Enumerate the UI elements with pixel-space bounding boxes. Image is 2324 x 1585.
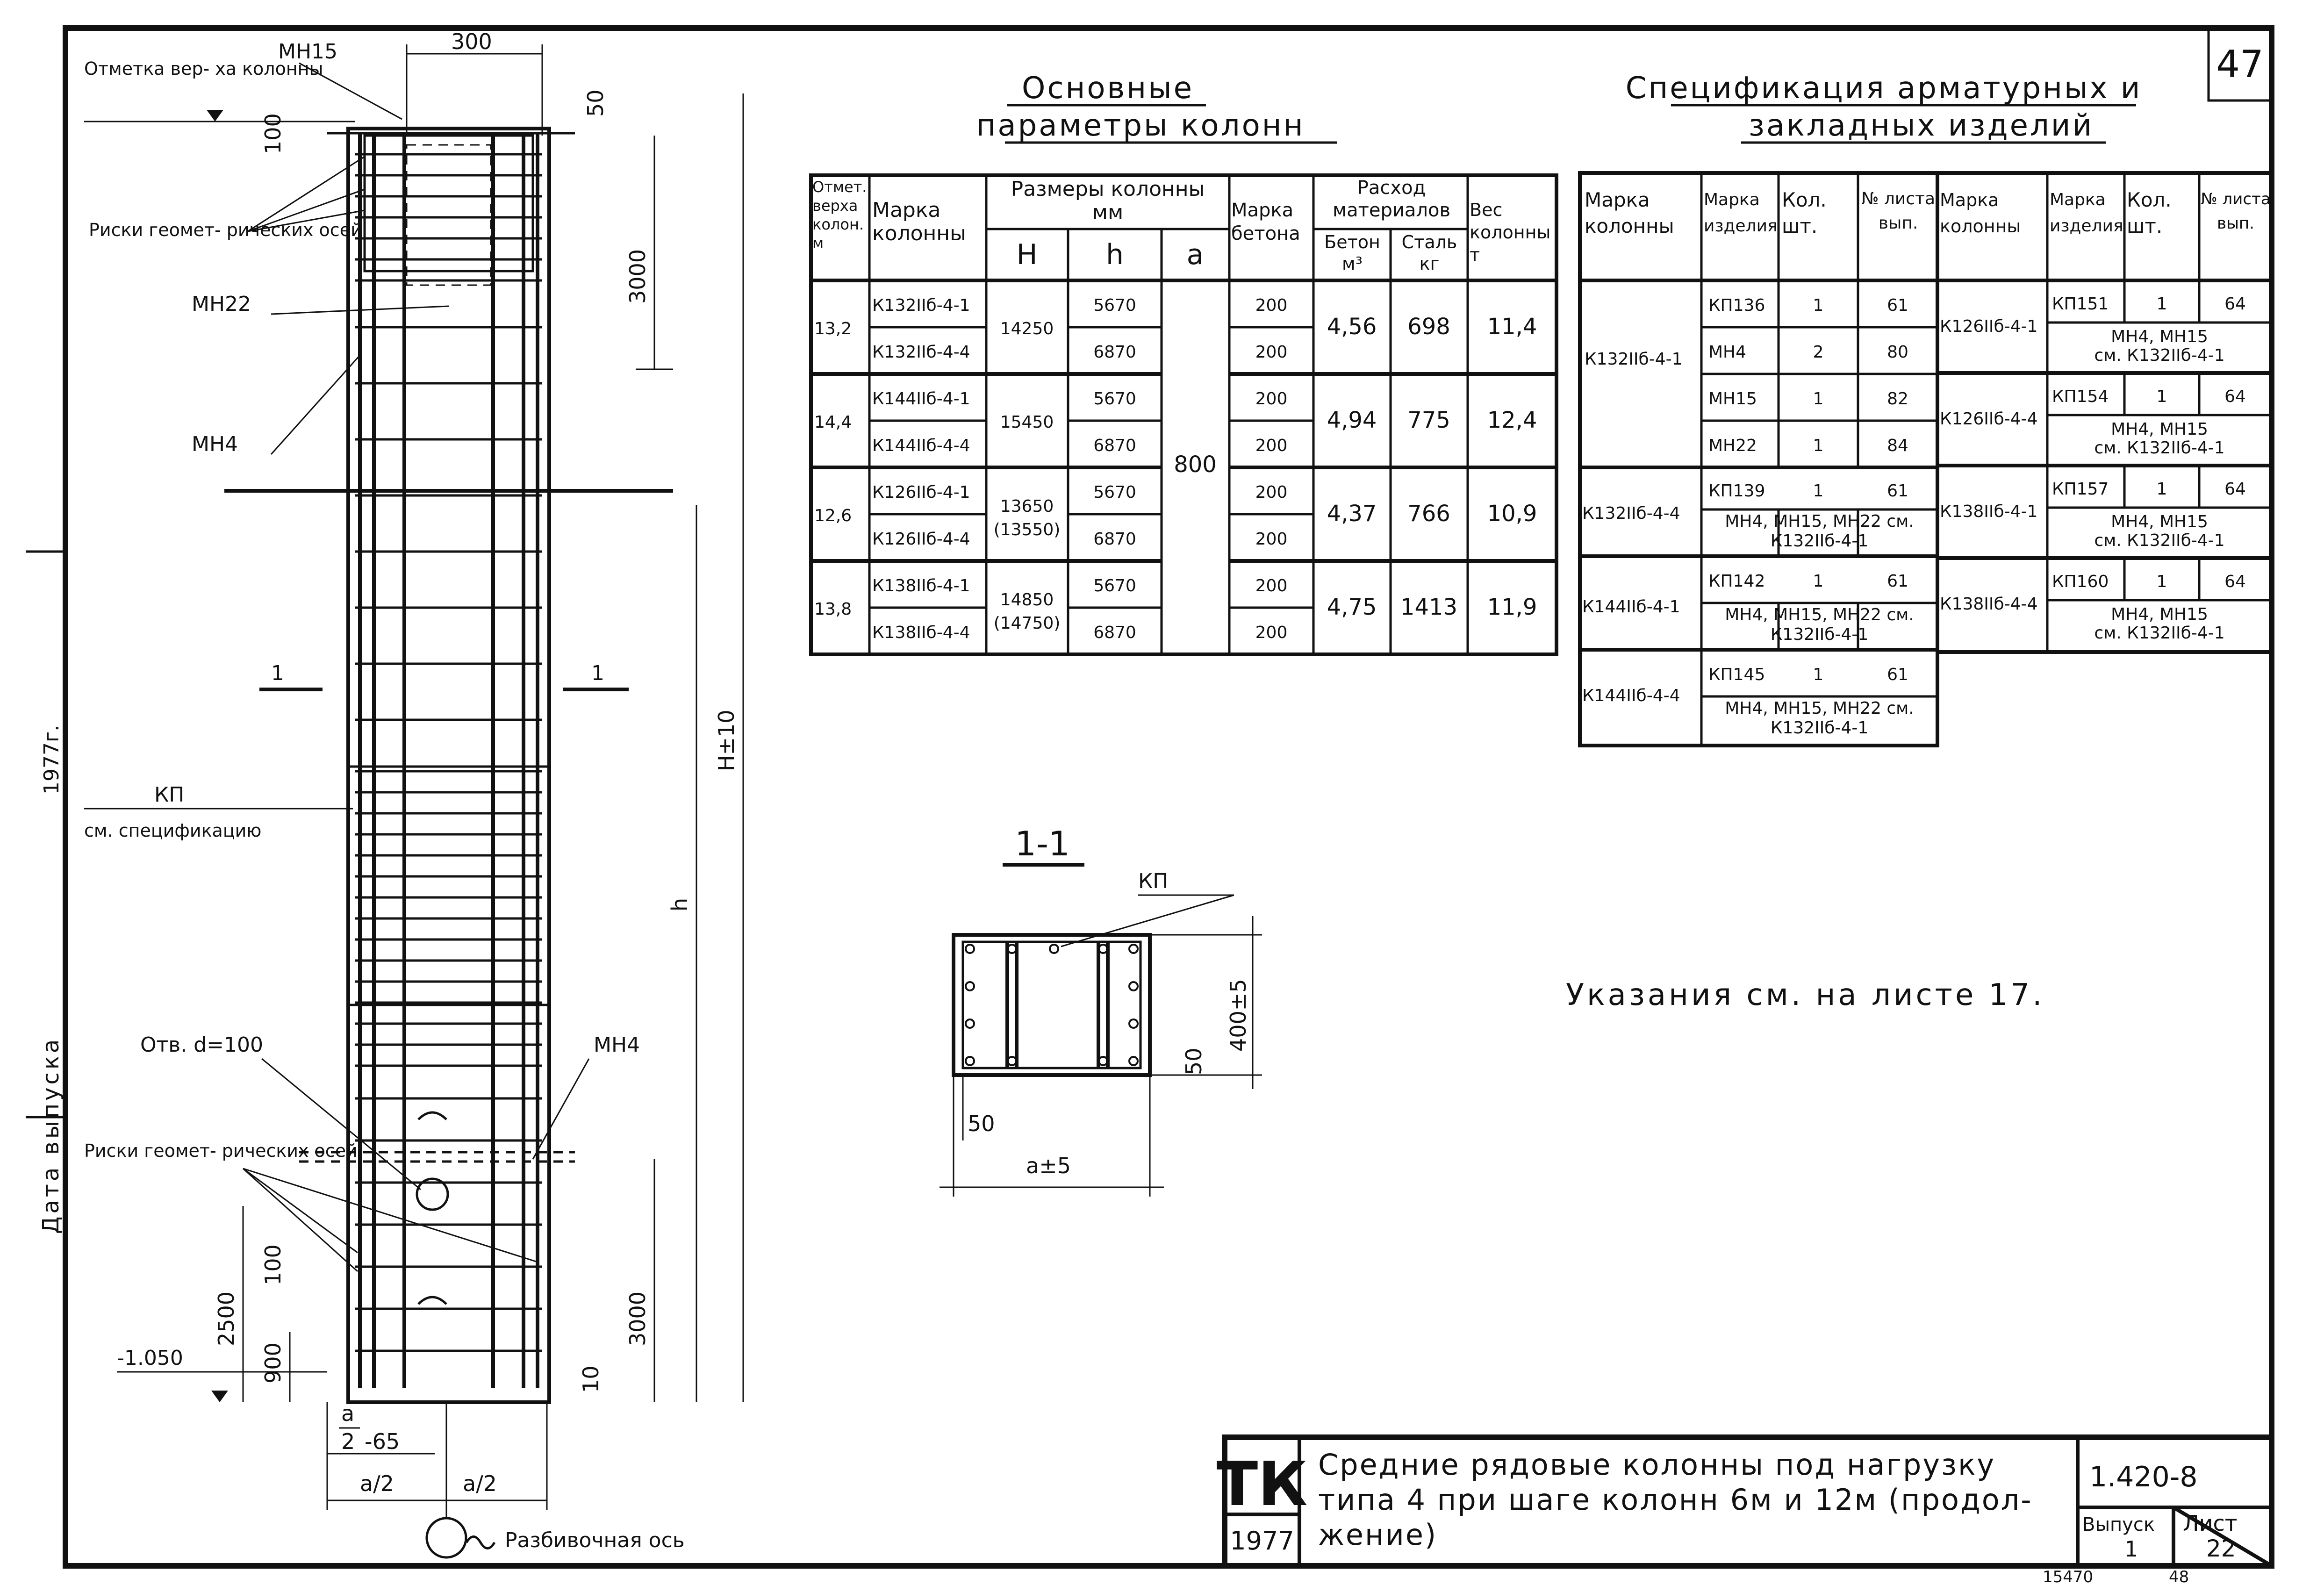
- spec-sheet: 84: [1887, 436, 1908, 455]
- lower-notch: [418, 1297, 446, 1304]
- cell-mark: К138ІІб-4-1: [872, 576, 970, 595]
- cell-mark: К138ІІб-4-4: [872, 623, 970, 642]
- spec-hdr-item: Марка изделия: [1704, 190, 1778, 236]
- spec-left-g4-sheet: 61: [1887, 665, 1908, 684]
- cell-H: 15450: [1000, 413, 1054, 432]
- spec-left-g2-qty: 1: [1813, 481, 1824, 501]
- spec-hdr-col-mark: Марка колонны: [1585, 188, 1674, 237]
- spec-right-qty: 1: [2156, 294, 2167, 314]
- rebar-dot: [1050, 945, 1058, 953]
- bottom-mark-right: 48: [2169, 1568, 2189, 1585]
- cell-weight: 10,9: [1487, 501, 1537, 527]
- side-date-label: Дата выпуска: [38, 1036, 64, 1234]
- spec-hdr-qty: Кол. шт.: [1782, 188, 1827, 237]
- spec-right-note-2: см. К132ІІб-4-1: [2094, 531, 2225, 550]
- cell-h: 6870: [1093, 436, 1136, 455]
- section-mark-label-right: 1: [591, 661, 604, 685]
- spec-sheet: 82: [1887, 389, 1908, 409]
- cell-concrete-mark: 200: [1255, 436, 1288, 455]
- spec-right-mark: К138ІІб-4-1: [1940, 502, 2038, 521]
- hdr-consumption: Расход материалов: [1332, 177, 1451, 221]
- spec-qty: 1: [1813, 389, 1824, 409]
- spec-right-note-1: МН4, МН15: [2111, 605, 2208, 624]
- cell-h: 6870: [1093, 343, 1136, 362]
- spec-hdr-qty-r: Кол. шт.: [2127, 188, 2172, 237]
- section-1-1: [940, 824, 1262, 1197]
- cell-weight: 11,4: [1487, 314, 1537, 340]
- cell-concrete: 4,94: [1327, 407, 1377, 433]
- spec-sheet: 80: [1887, 343, 1908, 362]
- tb-sheet-label: Лист: [2183, 1511, 2238, 1536]
- bottom-mark-left: 15470: [2043, 1568, 2094, 1585]
- cell-concrete: 4,75: [1327, 594, 1377, 620]
- spec-right-item: КП154: [2052, 387, 2109, 406]
- spec-left-g2-note: МН4, МН15, МН22 см. К132ІІб-4-1: [1725, 512, 1914, 551]
- dim-top-50: 50: [583, 89, 608, 117]
- cell-elev: 13,8: [814, 600, 852, 619]
- cell-mark: К132ІІб-4-4: [872, 343, 970, 362]
- note-text: Указания см. на листе 17.: [1566, 978, 2045, 1012]
- mesh-mn15: [365, 136, 533, 271]
- rebar-dot: [1129, 1019, 1138, 1028]
- hdr-steel: Сталь кг: [1401, 232, 1457, 274]
- dim-bottom-10: 10: [578, 1365, 603, 1393]
- spec-right-note-2: см. К132ІІб-4-1: [2094, 346, 2225, 365]
- dim-a-half-left: a/2: [360, 1471, 394, 1496]
- hdr-elev: Отмет. верха колон. м: [812, 178, 867, 252]
- cell-H: 13650: [1000, 497, 1054, 516]
- spec-right-item: КП151: [2052, 294, 2109, 314]
- cell-steel: 766: [1407, 501, 1450, 527]
- rebar-dot: [1129, 1057, 1138, 1065]
- spec-hdr-item-r: Марка изделия: [2050, 190, 2123, 236]
- level-arrow: [211, 1391, 228, 1402]
- spec-right-item: КП157: [2052, 480, 2109, 499]
- hdr-concrete-mark: Марка бетона: [1231, 200, 1300, 244]
- params-title-line1: Основные: [1021, 71, 1194, 106]
- dim-H: H±10: [714, 710, 739, 771]
- params-table: [811, 71, 1557, 654]
- cell-steel: 775: [1407, 407, 1450, 433]
- cell-weight: 12,4: [1487, 407, 1537, 433]
- section-dim-50-right: 50: [1181, 1047, 1206, 1075]
- spec-right-note-1: МН4, МН15: [2111, 420, 2208, 439]
- spec-item: КП136: [1708, 296, 1765, 315]
- sheet-number: 47: [2216, 43, 2264, 86]
- spec-left-g3-qty: 1: [1813, 572, 1824, 591]
- hdr-sizes: Размеры колонны мм: [1011, 178, 1205, 224]
- tb-title-line3: жение): [1318, 1518, 1438, 1552]
- a-value: 800: [1174, 452, 1217, 478]
- spec-right-sheet: 64: [2224, 572, 2246, 591]
- hdr-weight: Вес колонны т: [1470, 200, 1551, 265]
- spec-title-line1: Спецификация арматурных и: [1625, 71, 2142, 106]
- hdr-mark: Марка колонны: [872, 199, 966, 245]
- cell-concrete: 4,56: [1327, 314, 1377, 340]
- top-mark-label: Отметка вер- ха колонны: [84, 58, 323, 79]
- kp-label: КП: [154, 783, 185, 807]
- spec-left-g2-item: КП139: [1708, 481, 1765, 501]
- cell-concrete-mark: 200: [1255, 483, 1288, 502]
- hdr-concrete: Бетон м³: [1324, 232, 1380, 274]
- dim-bottom-2500: 2500: [214, 1291, 239, 1346]
- spec-sheet: 61: [1887, 296, 1908, 315]
- dim-bottom-900: 900: [260, 1342, 286, 1384]
- cell-h: 5670: [1093, 389, 1136, 409]
- spec-hdr-sheet-r: № листа вып.: [2201, 190, 2271, 233]
- mn22-label: МН22: [192, 292, 251, 316]
- dim-a2-tail: -65: [365, 1429, 400, 1454]
- spec-right-note-2: см. К132ІІб-4-1: [2094, 438, 2225, 458]
- spec-left-g2-mark: К132ІІб-4-4: [1582, 504, 1680, 523]
- level-label: -1.050: [117, 1346, 183, 1370]
- kp-ref-label: см. спецификацию: [84, 820, 262, 841]
- spec-right-note-2: см. К132ІІб-4-1: [2094, 624, 2225, 643]
- column-elevation: [84, 29, 743, 1557]
- spec-left-g4-mark: К144ІІб-4-4: [1582, 686, 1680, 705]
- cell-concrete: 4,37: [1327, 501, 1377, 527]
- section-rebar-dots: [966, 945, 1138, 1065]
- risks-top-label: Риски геомет- рических осей: [89, 220, 362, 240]
- spec-left-g4-item: КП145: [1708, 665, 1765, 684]
- spec-qty: 1: [1813, 296, 1824, 315]
- cell-H: (14750): [993, 614, 1061, 633]
- rebar-dot: [1129, 982, 1138, 990]
- section-dim-50-bottom: 50: [968, 1111, 995, 1136]
- rebar-dot: [966, 1019, 974, 1028]
- cell-elev: 14,4: [814, 413, 852, 432]
- cell-mark: К144ІІб-4-1: [872, 389, 970, 409]
- hdr-a: a: [1186, 238, 1204, 271]
- spec-item: МН4: [1708, 343, 1747, 362]
- spec-left-g3-sheet: 61: [1887, 572, 1908, 591]
- section-title: 1-1: [1015, 824, 1070, 863]
- spec-right-mark: К126ІІб-4-1: [1940, 317, 2038, 336]
- spec-right-mark: К138ІІб-4-4: [1940, 595, 2038, 614]
- cell-elev: 12,6: [814, 506, 852, 525]
- spec-title-line2: закладных изделий: [1748, 108, 2094, 143]
- cell-h: 6870: [1093, 623, 1136, 642]
- cell-steel: 1413: [1400, 594, 1458, 620]
- mn15-label: МН15: [278, 40, 338, 64]
- tb-logo: ТК: [1216, 1449, 1308, 1520]
- dim-top-100: 100: [260, 113, 286, 154]
- spec-right-mark: К126ІІб-4-4: [1940, 409, 2038, 429]
- axis-label: Разбивочная ось: [505, 1528, 685, 1552]
- rebar-dot: [1129, 945, 1138, 953]
- spec-left-g3-item: КП142: [1708, 572, 1765, 591]
- hole-label: Отв. d=100: [140, 1033, 263, 1057]
- stirrups: [355, 154, 542, 1351]
- dim-a2-num: a: [341, 1401, 355, 1426]
- dim-bottom-3000: 3000: [625, 1291, 650, 1346]
- spec-right-sheet: 64: [2224, 294, 2246, 314]
- hdr-h: h: [1105, 238, 1124, 271]
- dim-bottom-100: 100: [260, 1244, 286, 1285]
- section-kp-label: КП: [1138, 869, 1169, 893]
- spec-left-g2-sheet: 61: [1887, 481, 1908, 501]
- section-dim-400: 400±5: [1226, 979, 1251, 1052]
- tb-issue: 1: [2124, 1536, 2138, 1562]
- spec-left-g1-rows: [1708, 296, 1908, 455]
- tb-title-line2: типа 4 при шаге колонн 6м и 12м (продол-: [1318, 1483, 2033, 1517]
- cell-concrete-mark: 200: [1255, 343, 1288, 362]
- spec-hdr-col-mark-r: Марка колонны: [1940, 190, 2021, 237]
- spec-right-note-1: МН4, МН15: [2111, 512, 2208, 531]
- cell-concrete-mark: 200: [1255, 623, 1288, 642]
- spec-right-qty: 1: [2156, 572, 2167, 591]
- cell-concrete-mark: 200: [1255, 389, 1288, 409]
- tb-code: 1.420-8: [2089, 1461, 2198, 1493]
- cell-H: 14250: [1000, 319, 1054, 338]
- spec-left-g3-note: МН4, МН15, МН22 см. К132ІІб-4-1: [1725, 605, 1914, 644]
- cell-mark: К132ІІб-4-1: [872, 296, 970, 315]
- axis-leader: [466, 1537, 495, 1549]
- top-mark-arrow: [207, 110, 223, 122]
- spec-left-g1-mark: К132ІІб-4-1: [1585, 350, 1683, 369]
- cell-h: 5670: [1093, 483, 1136, 502]
- cell-concrete-mark: 200: [1255, 530, 1288, 549]
- bottom-notch: [418, 1112, 446, 1119]
- cell-H: 14850: [1000, 590, 1054, 610]
- tb-issue-label: Выпуск: [2082, 1514, 2155, 1535]
- spec-right-sheet: 64: [2224, 387, 2246, 406]
- cell-h: 5670: [1093, 576, 1136, 595]
- axis-circle: [427, 1518, 466, 1557]
- title-block: [1217, 1437, 2272, 1566]
- spec-hdr-sheet: № листа вып.: [1861, 189, 1936, 233]
- tb-year: 1977: [1230, 1526, 1294, 1556]
- dim-a-half-right: a/2: [463, 1471, 497, 1496]
- risks-bottom-label: Риски геомет- рических осей: [84, 1140, 358, 1161]
- spec-right-qty: 1: [2156, 480, 2167, 499]
- cell-H: (13550): [993, 520, 1061, 539]
- cell-elev: 13,2: [814, 319, 852, 338]
- cell-concrete-mark: 200: [1255, 576, 1288, 595]
- rebar-dot: [966, 982, 974, 990]
- spec-right-item: КП160: [2052, 572, 2109, 591]
- spec-left-g4-note: МН4, МН15, МН22 см. К132ІІб-4-1: [1725, 699, 1914, 738]
- longitudinal-rebars: [360, 133, 538, 1388]
- cell-mark: К126ІІб-4-1: [872, 483, 970, 502]
- cell-weight: 11,9: [1487, 594, 1537, 620]
- cell-concrete-mark: 200: [1255, 296, 1288, 315]
- embedded-plate-kp: [348, 767, 549, 1005]
- mn4-bottom-label: МН4: [594, 1033, 640, 1057]
- params-title-line2: параметры колонн: [976, 108, 1305, 143]
- spec-qty: 2: [1813, 343, 1824, 362]
- spec-left-g3-mark: К144ІІб-4-1: [1582, 597, 1680, 617]
- section-mark-label-left: 1: [271, 661, 284, 685]
- section-outline: [954, 935, 1150, 1075]
- rebar-dot: [966, 1057, 974, 1065]
- spec-qty: 1: [1813, 436, 1824, 455]
- cell-steel: 698: [1407, 314, 1450, 340]
- spec-item: МН22: [1708, 436, 1757, 455]
- spec-right-note-1: МН4, МН15: [2111, 327, 2208, 346]
- cell-mark: К126ІІб-4-4: [872, 530, 970, 549]
- tb-title-line1: Средние рядовые колонны под нагрузку: [1318, 1448, 1996, 1482]
- mesh-mn15-inner: [407, 145, 491, 285]
- dim-h: h: [667, 897, 692, 911]
- rebar-dot: [966, 945, 974, 953]
- tb-sheet: 22: [2206, 1535, 2236, 1562]
- section-dim-a: a±5: [1026, 1153, 1071, 1178]
- cell-h: 5670: [1093, 296, 1136, 315]
- hdr-H: H: [1016, 238, 1038, 271]
- spec-item: МН15: [1708, 389, 1757, 409]
- spec-table: [1580, 71, 2272, 746]
- spec-right-sheet: 64: [2224, 480, 2246, 499]
- dim-top-3000: 3000: [625, 249, 650, 304]
- elevation-dimensions: [214, 29, 743, 1510]
- cell-mark: К144ІІб-4-4: [872, 436, 970, 455]
- cell-h: 6870: [1093, 530, 1136, 549]
- dim-top-width: 300: [451, 29, 492, 54]
- spec-left-g4-qty: 1: [1813, 665, 1824, 684]
- spec-right-qty: 1: [2156, 387, 2167, 406]
- side-year: 1977г.: [40, 724, 64, 795]
- dim-a2-den: 2: [341, 1429, 355, 1454]
- mn4-top-label: МН4: [192, 432, 238, 456]
